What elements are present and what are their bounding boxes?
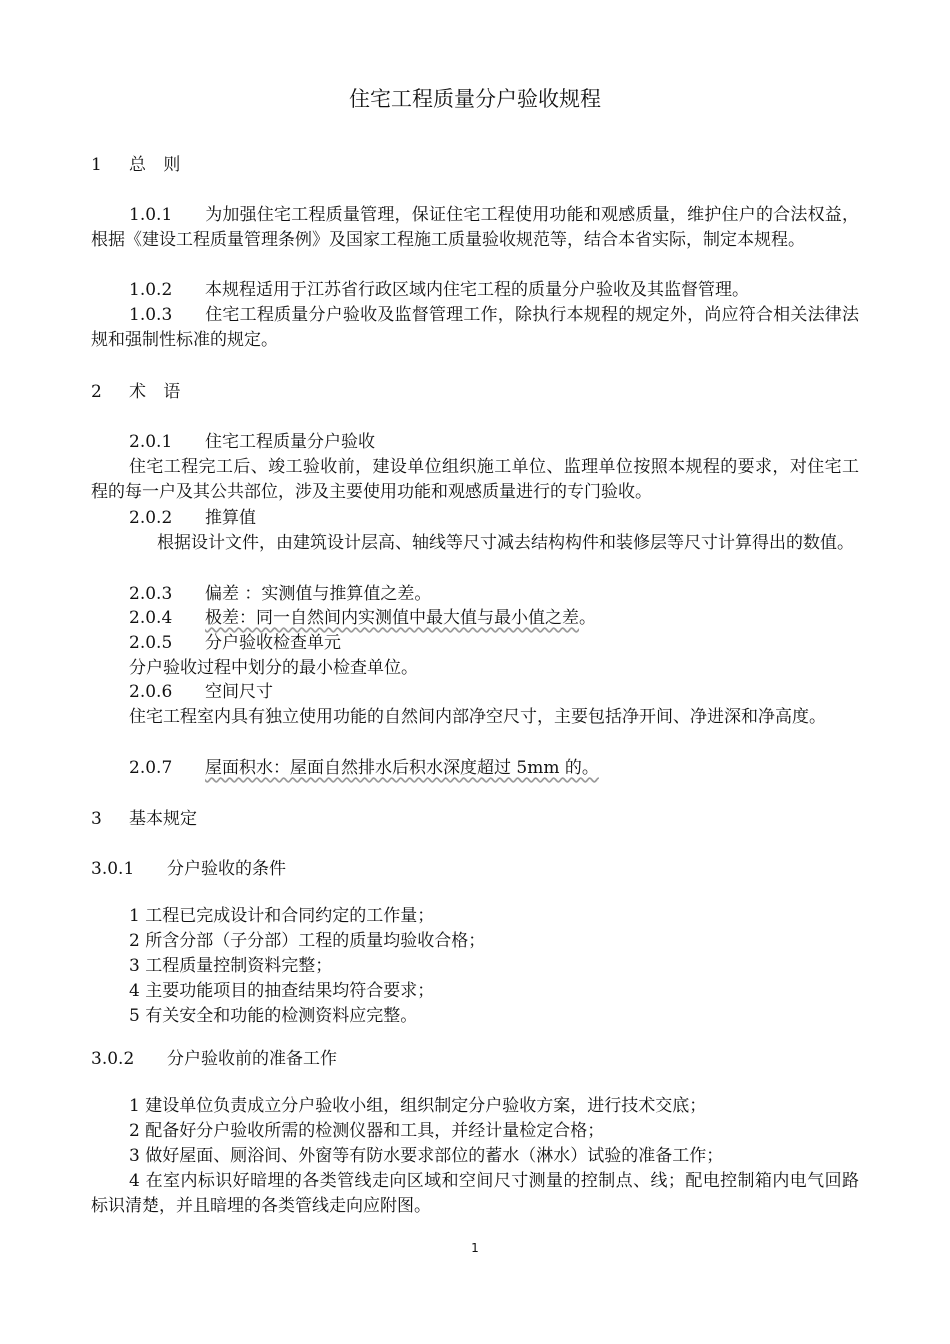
revision-mark <box>129 758 599 778</box>
list-item: 1 工程已完成设计和合同约定的工作量； <box>129 906 435 926</box>
term-2-0-2-definition: 根据设计文件，由建筑设计层高、轴线等尺寸减去结构构件和装修层等尺寸计算得出的数值。 <box>157 533 854 553</box>
term-name: 分户验收检查单元 <box>205 633 341 653</box>
term-2-0-5 <box>91 631 859 656</box>
term-2-0-6 <box>91 680 859 705</box>
subsection-number: 3.0.2 <box>91 1049 135 1069</box>
term-end-punctuation: 。 <box>579 608 596 628</box>
section-title: 术 语 <box>129 382 187 402</box>
subsection-number: 3.0.1 <box>91 859 135 879</box>
term-number: 2.0.2 <box>129 508 173 528</box>
list-item: 5 有关安全和功能的检测资料应完整。 <box>129 1006 418 1026</box>
list-item: 4 主要功能项目的抽查结果均符合要求； <box>129 981 435 1001</box>
term-number: 2.0.4 <box>129 608 173 628</box>
term-text: 极差：同一自然间内实测值中最大值与最小值之差 <box>205 608 579 628</box>
page-number: 1 <box>471 1241 479 1255</box>
section-title: 基本规定 <box>129 809 197 829</box>
term-text: 偏差 ：实测值与推算值之差。 <box>205 584 432 604</box>
term-name: 空间尺寸 <box>205 682 273 702</box>
section-title: 总 则 <box>129 155 187 175</box>
section-number: 3 <box>91 809 102 829</box>
clause-number: 1.0.2 <box>129 280 173 300</box>
term-2-0-4 <box>91 606 859 631</box>
section-2-heading <box>91 380 186 405</box>
document-title: 住宅工程质量分户验收规程 <box>349 87 601 111</box>
term-2-0-3 <box>91 582 859 607</box>
subsection-3-0-2-heading <box>91 1047 859 1072</box>
term-2-0-7 <box>91 756 859 781</box>
term-text: 屋面积水：屋面自然排水后积水深度超过 5mm 的。 <box>205 758 599 778</box>
term-name: 住宅工程质量分户验收 <box>205 432 375 452</box>
clause-text: 本规程适用于江苏省行政区域内住宅工程的质量分户验收及其监督管理。 <box>205 280 749 300</box>
clause-1-0-2 <box>91 278 859 303</box>
conditions-list <box>129 904 859 1029</box>
section-number: 1 <box>91 155 102 175</box>
clause-1-0-3 <box>91 303 859 353</box>
term-2-0-6-definition: 住宅工程室内具有独立使用功能的自然间内部净空尺寸，主要包括净开间、净进深和净高度。 <box>129 707 826 727</box>
subsection-title: 分户验收的条件 <box>167 859 286 879</box>
term-2-0-1-definition: 住宅工程完工后、竣工验收前，建设单位组织施工单位、监理单位按照本规程的要求，对住宅工程的每一户及其公共部位，涉及主要使用功能和观感质量进行的专门验收。 <box>91 457 859 502</box>
list-item: 4 在室内标识好暗埋的各类管线走向区域和空间尺寸测量的控制点、线；配电控制箱内电气回路标识清楚，并且暗埋的各类管线走向应附图。 <box>91 1171 859 1216</box>
term-number: 2.0.3 <box>129 584 173 604</box>
term-number: 2.0.6 <box>129 682 173 702</box>
term-number: 2.0.5 <box>129 633 173 653</box>
clause-number: 1.0.1 <box>129 205 173 225</box>
subsection-title: 分户验收前的准备工作 <box>167 1049 337 1069</box>
list-item: 3 工程质量控制资料完整； <box>129 956 333 976</box>
clause-text: 住宅工程质量分户验收及监督管理工作，除执行本规程的规定外，尚应符合相关法律法规和强制性标准的规定。 <box>91 305 859 350</box>
term-number: 2.0.1 <box>129 432 173 452</box>
preparation-list <box>91 1094 859 1219</box>
section-3-heading <box>91 807 197 832</box>
section-1-heading <box>91 153 186 178</box>
term-name: 推算值 <box>205 508 256 528</box>
list-item: 3 做好屋面、厕浴间、外窗等有防水要求部位的蓄水（淋水）试验的准备工作； <box>129 1146 724 1166</box>
term-2-0-2 <box>91 506 859 531</box>
term-number: 2.0.7 <box>129 758 173 778</box>
revision-mark <box>129 608 579 628</box>
list-item: 2 配备好分户验收所需的检测仪器和工具，并经计量检定合格； <box>129 1121 605 1141</box>
clause-number: 1.0.3 <box>129 305 173 325</box>
term-2-0-5-definition: 分户验收过程中划分的最小检查单位。 <box>129 658 418 678</box>
clause-1-0-1 <box>91 203 859 253</box>
term-2-0-1 <box>91 430 859 455</box>
list-item: 2 所含分部（子分部）工程的质量均验收合格； <box>129 931 486 951</box>
subsection-3-0-1-heading <box>91 857 859 882</box>
clause-text: 为加强住宅工程质量管理，保证住宅工程使用功能和观感质量，维护住户的合法权益，根据《建设工程质量管理条例》及国家工程施工质量验收规范等，结合本省实际，制定本规程。 <box>91 205 859 250</box>
list-item: 1 建设单位负责成立分户验收小组，组织制定分户验收方案，进行技术交底； <box>129 1096 707 1116</box>
section-number: 2 <box>91 382 102 402</box>
